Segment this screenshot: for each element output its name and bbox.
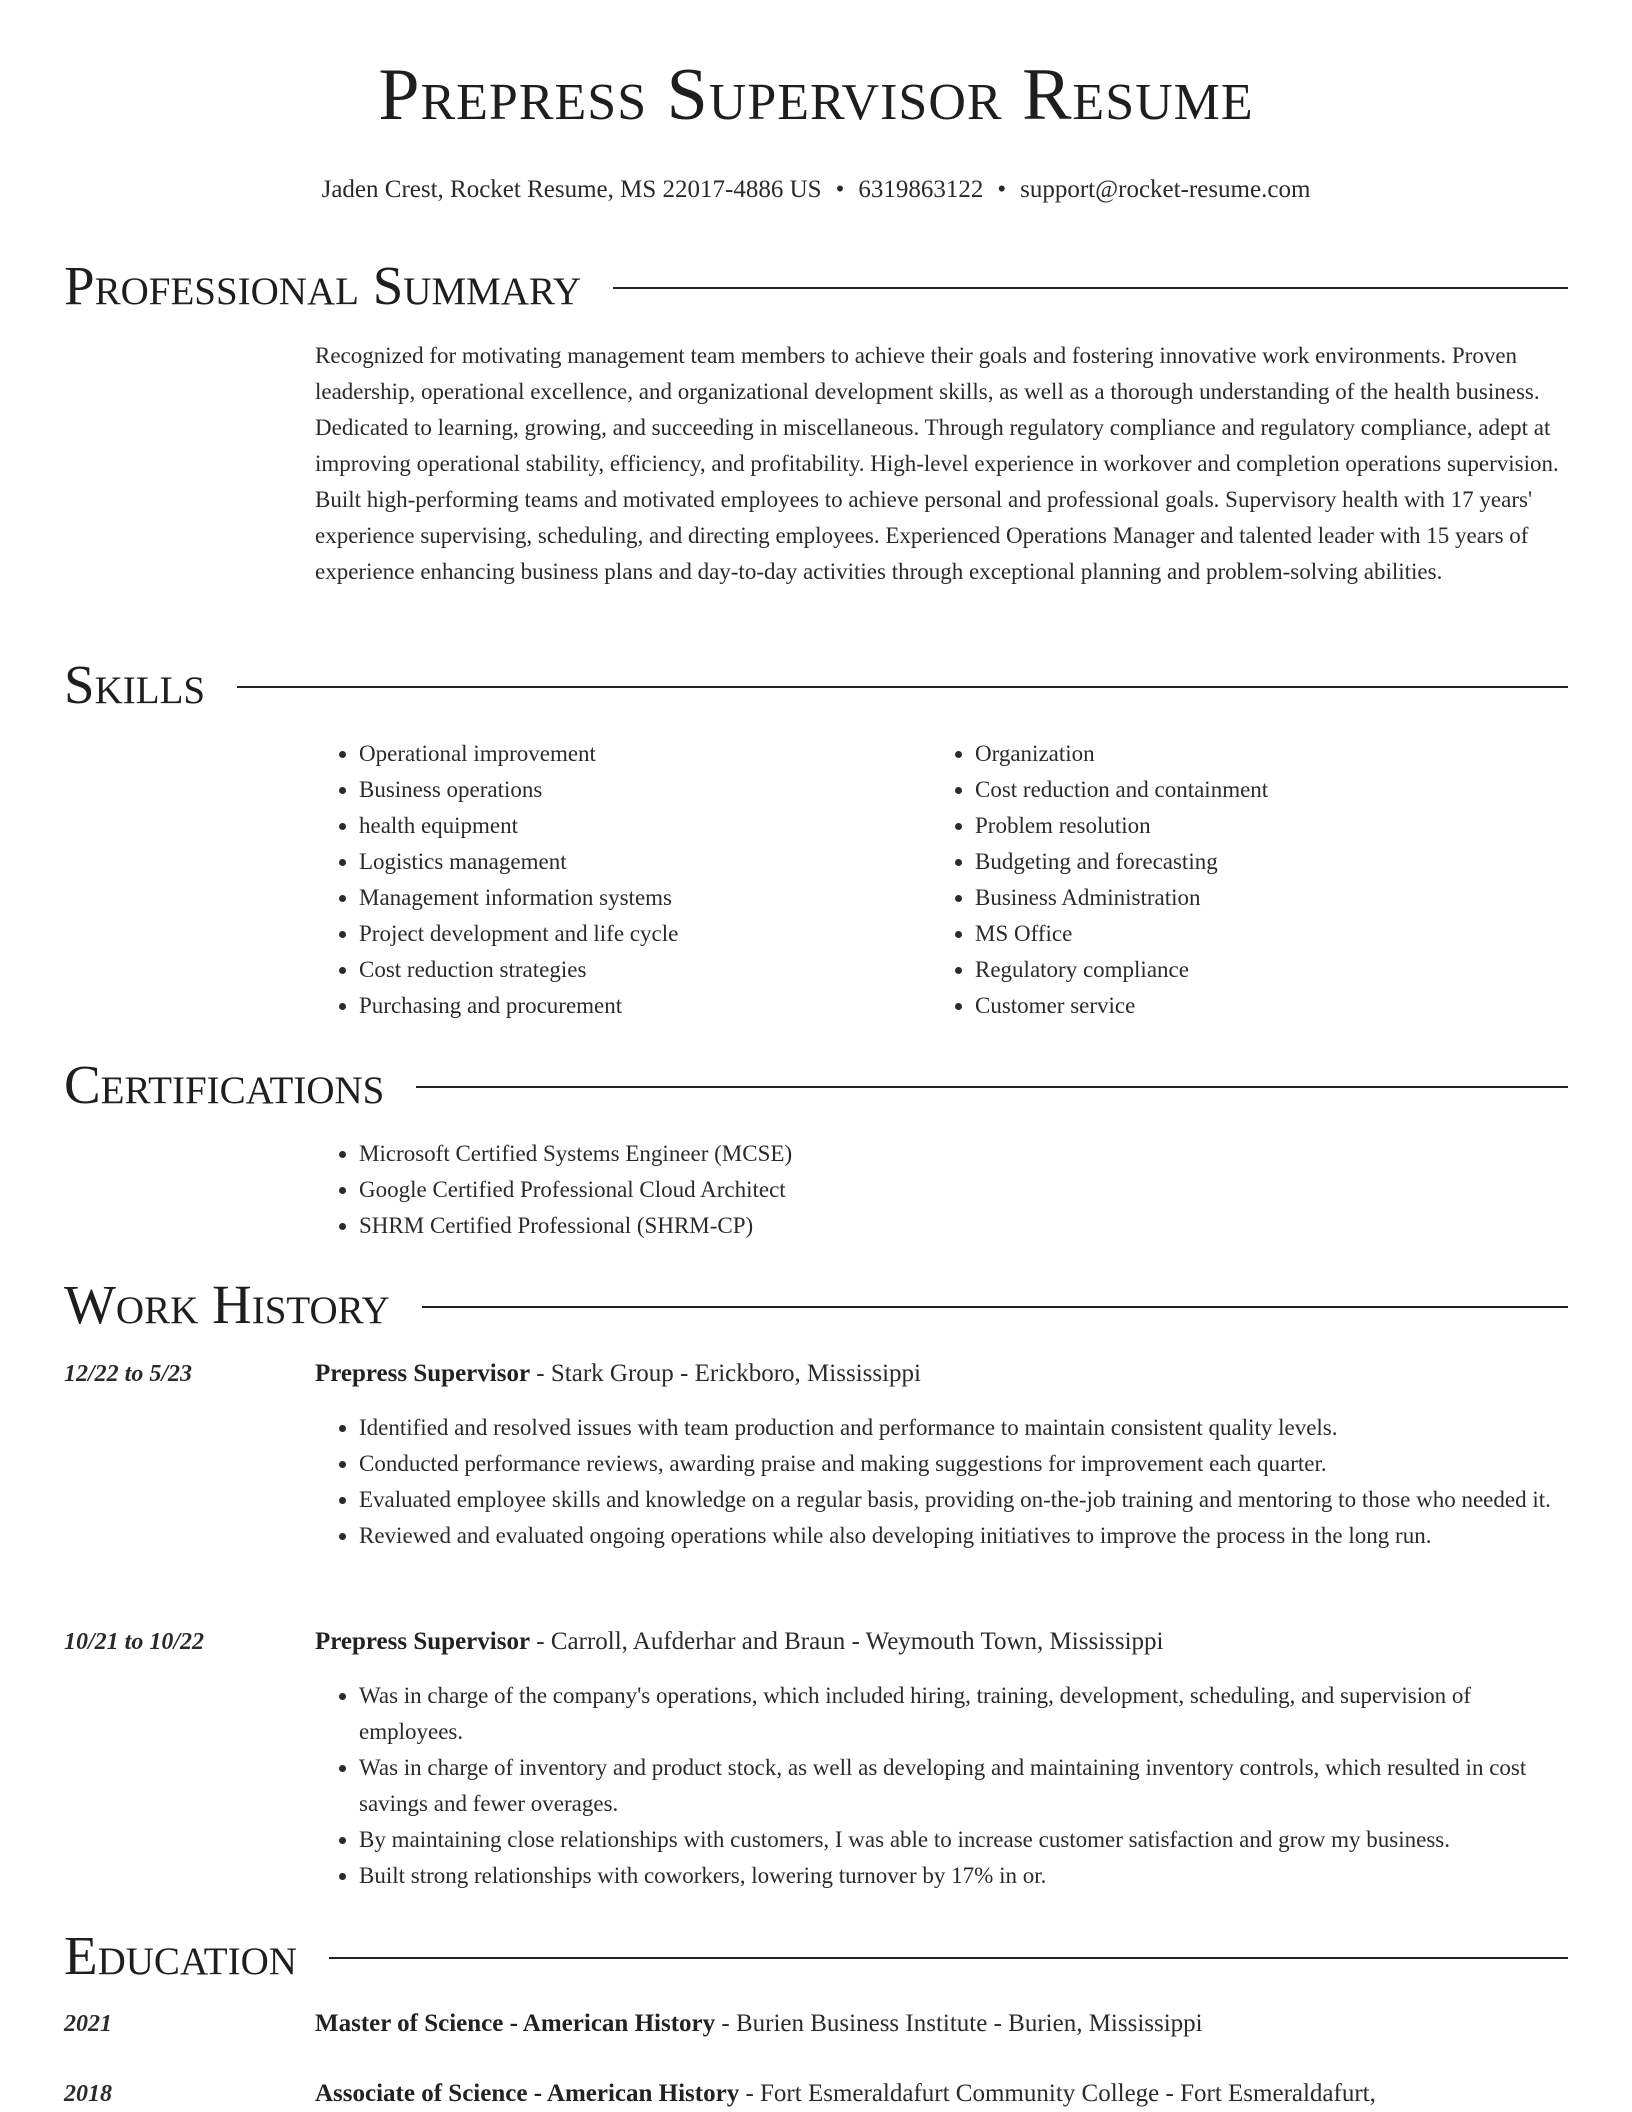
list-item: • Reviewed and evaluated ongoing operations while also developing initiatives to improve the process in the long run. <box>359 1518 1568 1554</box>
list-item: • Built strong relationships with coworkers, lowering turnover by 17% in or. <box>359 1858 1568 1894</box>
skills-column-right <box>931 736 1547 1024</box>
section-heading: Skills <box>64 653 206 715</box>
list-item: • Business Administration <box>975 880 1547 916</box>
job-header <box>315 1628 1568 1656</box>
section-rule <box>237 686 1568 688</box>
skills-list <box>315 736 1568 1024</box>
list-item: • Identified and resolved issues with team production and performance to maintain consistent quality levels. <box>359 1410 1568 1446</box>
section-summary-header <box>64 255 1568 315</box>
job-role: Prepress Supervisor <box>315 1360 531 1387</box>
job-dates: 10/21 to 10/22 <box>64 1629 205 1655</box>
education-details: - Burien Business Institute - Burien, Mississippi <box>715 2010 1203 2037</box>
education-year: 2021 <box>64 2011 112 2037</box>
list-item: • health equipment <box>359 808 931 844</box>
section-rule <box>416 1086 1568 1088</box>
section-heading: Work History <box>64 1273 390 1335</box>
list-item: • Cost reduction and containment <box>975 772 1547 808</box>
section-heading: Education <box>64 1924 297 1986</box>
job-bullets <box>315 1410 1568 1554</box>
job-bullets <box>315 1678 1568 1894</box>
education-header <box>315 2010 1568 2038</box>
contact-separator: • <box>997 176 1007 203</box>
list-item: • Regulatory compliance <box>975 952 1547 988</box>
section-rule <box>422 1306 1568 1308</box>
contact-line <box>64 176 1568 204</box>
list-item: • Logistics management <box>359 844 931 880</box>
section-certifications-header <box>64 1054 1568 1114</box>
contact-separator: • <box>835 176 845 203</box>
contact-email: support@rocket-resume.com <box>1020 176 1311 203</box>
skills-column-left <box>315 736 931 1024</box>
section-work-header <box>64 1274 1568 1334</box>
section-rule <box>329 1957 1568 1959</box>
education-year: 2018 <box>64 2081 112 2107</box>
education-degree: Associate of Science - American History <box>315 2080 740 2107</box>
section-education-header <box>64 1925 1568 1985</box>
list-item: • SHRM Certified Professional (SHRM-CP) <box>359 1208 1568 1244</box>
contact-address: Jaden Crest, Rocket Resume, MS 22017-4886 US <box>321 176 822 203</box>
education-details: - Fort Esmeraldafurt Community College - Fort Esmeraldafurt, <box>739 2080 1376 2107</box>
list-item: • Microsoft Certified Systems Engineer (MCSE) <box>359 1136 1568 1172</box>
education-header <box>315 2080 1568 2108</box>
list-item: • Business operations <box>359 772 931 808</box>
certifications-list <box>315 1136 1568 1244</box>
list-item: • Organization <box>975 736 1547 772</box>
list-item: • Operational improvement <box>359 736 931 772</box>
list-item: • Was in charge of inventory and product stock, as well as developing and maintaining inventory controls, which resulted in cost savings and fewer overages. <box>359 1750 1568 1822</box>
section-skills-header <box>64 654 1568 714</box>
job-role: Prepress Supervisor <box>315 1628 531 1655</box>
job-details: - Stark Group - Erickboro, Mississippi <box>530 1360 921 1387</box>
list-item: • MS Office <box>975 916 1547 952</box>
section-rule <box>613 287 1568 289</box>
list-item: • Budgeting and forecasting <box>975 844 1547 880</box>
job-details: - Carroll, Aufderhar and Braun - Weymouth Town, Mississippi <box>530 1628 1164 1655</box>
summary-text: Recognized for motivating management team members to achieve their goals and fostering innovative work environments. Proven leadership, operational excellence, and organizational development skills, as well as a thorough understanding of the health business. Dedicated to learning, growing, and succeeding in miscellaneous. Through regulatory compliance and regulatory compliance, adept at improving operational stability, efficiency, and profitability. High-level experience in workover and completion operations supervision. Built high-performing teams and motivated employees to achieve personal and professional goals. Supervisory health with 17 years' experience supervising, scheduling, and directing employees. Experienced Operations Manager and talented leader with 15 years of experience enhancing business plans and day-to-day activities through exceptional planning and problem-solving abilities. <box>315 343 1559 584</box>
list-item: • Conducted performance reviews, awarding praise and making suggestions for improvement each quarter. <box>359 1446 1568 1482</box>
list-item: • Project development and life cycle <box>359 916 931 952</box>
page-title: Prepress Supervisor Resume <box>378 54 1254 136</box>
job-dates: 12/22 to 5/23 <box>64 1361 193 1387</box>
section-heading: Certifications <box>64 1053 385 1115</box>
list-item: • Purchasing and procurement <box>359 988 931 1024</box>
list-item: • By maintaining close relationships with customers, I was able to increase customer satisfaction and grow my business. <box>359 1822 1568 1858</box>
list-item: • Evaluated employee skills and knowledge on a regular basis, providing on-the-job training and mentoring to those who needed it. <box>359 1482 1568 1518</box>
contact-phone: 6319863122 <box>858 176 984 203</box>
list-item: • Management information systems <box>359 880 931 916</box>
list-item: • Problem resolution <box>975 808 1547 844</box>
list-item: • Customer service <box>975 988 1547 1024</box>
list-item: • Cost reduction strategies <box>359 952 931 988</box>
education-degree: Master of Science - American History <box>315 2010 716 2037</box>
list-item: • Google Certified Professional Cloud Architect <box>359 1172 1568 1208</box>
list-item: • Was in charge of the company's operations, which included hiring, training, development, scheduling, and supervision of employees. <box>359 1678 1568 1750</box>
section-heading: Professional Summary <box>64 254 582 316</box>
job-header <box>315 1360 1568 1388</box>
